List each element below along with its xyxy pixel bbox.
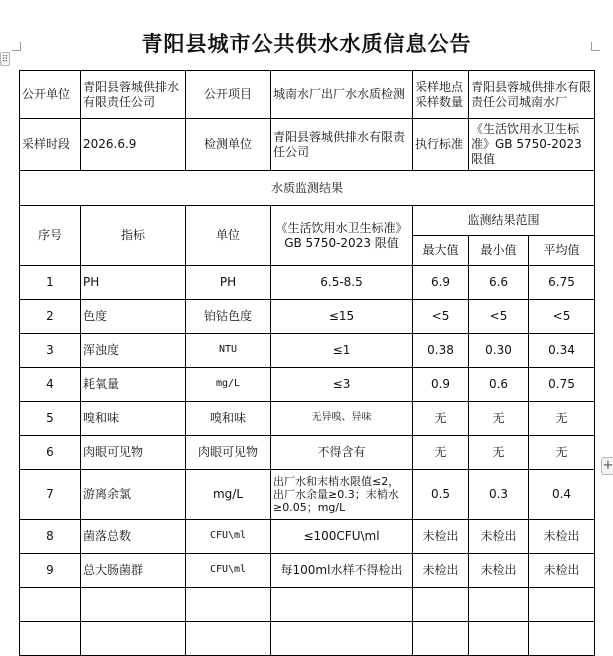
header-indicator: 指标 [81,206,186,266]
empty-cell[interactable] [271,588,413,622]
empty-cell[interactable] [186,588,271,622]
row-indicator[interactable]: 肉眼可见物 [81,436,186,470]
period-value[interactable]: 2026.6.9 [81,119,186,171]
row-min[interactable]: 无 [469,436,529,470]
table-row [20,436,595,470]
row-unit[interactable]: mg/L [186,470,271,520]
empty-cell[interactable] [81,588,186,622]
row-unit[interactable]: 嗅和味 [186,402,271,436]
row-unit[interactable]: NTU [186,334,271,368]
row-avg[interactable]: 0.4 [529,470,595,520]
row-min[interactable]: 未检出 [469,520,529,554]
site-label: 采样地点采样数量 [413,71,469,119]
page-corner-mark [591,42,600,51]
row-indicator[interactable]: 嗅和味 [81,402,186,436]
table-row [20,554,595,588]
row-number[interactable]: 3 [20,334,81,368]
empty-cell[interactable] [469,588,529,622]
row-max[interactable]: 0.5 [413,470,469,520]
header-limit: 《生活饮用水卫生标准》GB 5750-2023 限值 [271,206,413,266]
empty-cell[interactable] [413,622,469,656]
table-row [20,300,595,334]
header-min: 最小值 [469,236,529,266]
empty-cell[interactable] [186,622,271,656]
row-limit[interactable]: 每100ml水样不得检出 [271,554,413,588]
row-limit[interactable]: ≤15 [271,300,413,334]
row-limit[interactable]: 不得含有 [271,436,413,470]
row-avg[interactable]: 6.75 [529,266,595,300]
row-min[interactable]: 0.6 [469,368,529,402]
header-row [20,206,595,236]
row-indicator[interactable]: 总大肠菌群 [81,554,186,588]
row-avg[interactable]: 未检出 [529,520,595,554]
row-number[interactable]: 1 [20,266,81,300]
row-indicator[interactable]: PH [81,266,186,300]
row-max[interactable]: <5 [413,300,469,334]
row-indicator[interactable]: 浑浊度 [81,334,186,368]
row-avg[interactable]: 0.34 [529,334,595,368]
row-unit[interactable]: CFU\ml [186,520,271,554]
empty-cell[interactable] [413,588,469,622]
row-avg[interactable]: 未检出 [529,554,595,588]
row-limit[interactable]: ≤100CFU\ml [271,520,413,554]
table-row [20,334,595,368]
table-row [20,266,595,300]
row-max[interactable]: 未检出 [413,520,469,554]
row-number[interactable]: 8 [20,520,81,554]
table-move-handle-icon[interactable]: ⠿ [0,52,10,66]
header-unit: 单位 [186,206,271,266]
row-max[interactable]: 0.38 [413,334,469,368]
page-title: 青阳县城市公共供水水质信息公告 [141,32,472,56]
row-indicator[interactable]: 色度 [81,300,186,334]
empty-cell[interactable] [20,588,81,622]
header-avg: 平均值 [529,236,595,266]
empty-cell[interactable] [81,622,186,656]
header-max: 最大值 [413,236,469,266]
site-value[interactable]: 青阳县蓉城供排水有限责任公司城南水厂 [469,71,595,119]
empty-row [20,588,595,622]
empty-cell[interactable] [529,622,595,656]
header-no: 序号 [20,206,81,266]
table-row [20,470,595,520]
header-range: 监测结果范围 [413,206,595,236]
item-value[interactable]: 城南水厂出厂水水质检测 [271,71,413,119]
row-min[interactable]: 无 [469,402,529,436]
row-number[interactable]: 2 [20,300,81,334]
info-row [20,119,595,171]
empty-cell[interactable] [529,588,595,622]
section-row [20,171,595,206]
row-number[interactable]: 9 [20,554,81,588]
row-min[interactable]: 6.6 [469,266,529,300]
row-unit[interactable]: mg/L [186,368,271,402]
table-row [20,402,595,436]
info-row [20,71,595,119]
standard-label: 执行标准 [413,119,469,171]
row-limit[interactable]: 6.5-8.5 [271,266,413,300]
publisher-label: 公开单位 [20,71,81,119]
item-label: 公开项目 [186,71,271,119]
unit-value[interactable]: 青阳县蓉城供排水有限责任公司 [271,119,413,171]
row-avg[interactable]: <5 [529,300,595,334]
row-limit[interactable]: ≤1 [271,334,413,368]
row-max[interactable]: 未检出 [413,554,469,588]
empty-row [20,622,595,656]
empty-cell[interactable] [469,622,529,656]
publisher-value[interactable]: 青阳县蓉城供排水有限责任公司 [81,71,186,119]
table-row [20,368,595,402]
row-avg[interactable]: 0.75 [529,368,595,402]
row-limit[interactable]: 无异嗅、异味 [271,402,413,436]
row-number[interactable]: 7 [20,470,81,520]
row-min[interactable]: 0.3 [469,470,529,520]
row-unit[interactable]: PH [186,266,271,300]
row-min[interactable]: 0.30 [469,334,529,368]
row-unit[interactable]: CFU\ml [186,554,271,588]
unit-label: 检测单位 [186,119,271,171]
row-number[interactable]: 6 [20,436,81,470]
row-max[interactable]: 无 [413,436,469,470]
row-number[interactable]: 4 [20,368,81,402]
row-avg[interactable]: 无 [529,436,595,470]
page-corner-mark [12,42,21,51]
row-max[interactable]: 0.9 [413,368,469,402]
water-quality-table [19,70,595,656]
row-min[interactable]: 未检出 [469,554,529,588]
empty-cell[interactable] [271,622,413,656]
row-max[interactable]: 6.9 [413,266,469,300]
row-min[interactable]: <5 [469,300,529,334]
empty-cell[interactable] [20,622,81,656]
row-unit[interactable]: 肉眼可见物 [186,436,271,470]
row-indicator[interactable]: 菌落总数 [81,520,186,554]
row-avg[interactable]: 无 [529,402,595,436]
table-row [20,520,595,554]
standard-value[interactable]: 《生活饮用水卫生标准》GB 5750-2023 限值 [469,119,595,171]
period-label: 采样时段 [20,119,81,171]
row-number[interactable]: 5 [20,402,81,436]
row-limit[interactable]: 出厂水和末梢水限值≤2，出厂水余量≥0.3；末梢水≥0.05；mg/L [271,470,413,520]
section-title: 水质监测结果 [20,171,595,206]
row-indicator[interactable]: 游离余氯 [81,470,186,520]
row-max[interactable]: 无 [413,402,469,436]
row-limit[interactable]: ≤3 [271,368,413,402]
row-unit[interactable]: 铂钴色度 [186,300,271,334]
add-column-button[interactable]: + [602,458,613,473]
row-indicator[interactable]: 耗氧量 [81,368,186,402]
